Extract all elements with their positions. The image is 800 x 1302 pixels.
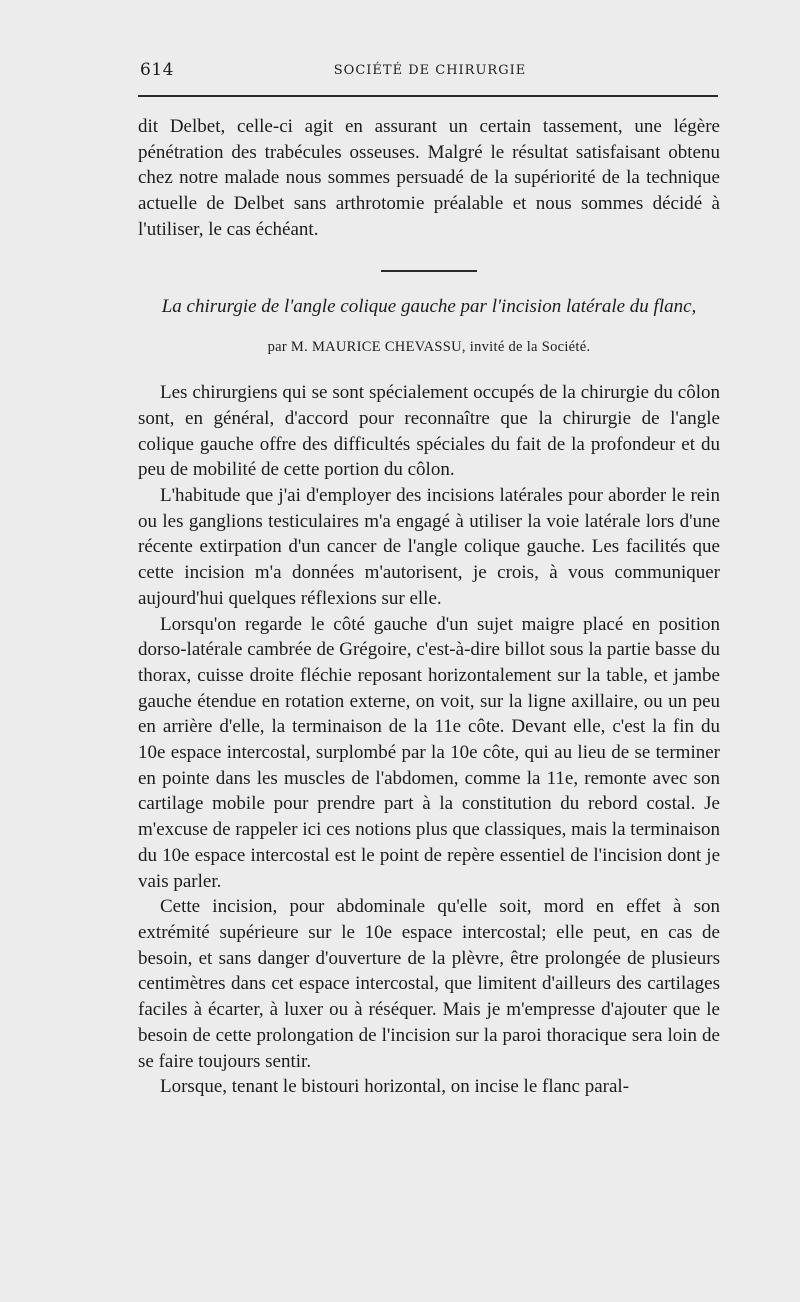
article-title: La chirurgie de l'angle colique gauche par l'incision latérale du flanc, <box>161 295 697 317</box>
paragraph: L'habitude que j'ai d'employer des incisions latérales pour aborder le rein ou les ganglions testiculaires m'a engagé à utiliser la voie latérale lors d'une récente extirpation d'un cancer de l'angle colique gauche. Les facilités que cette incision m'a données m'autorisent, je crois, à vous communiquer aujourd'hui quelques réflexions sur elle. <box>138 485 720 609</box>
body-text <box>138 114 720 1100</box>
header-rule <box>138 95 718 97</box>
running-head: SOCIÉTÉ DE CHIRURGIE <box>333 63 527 78</box>
paragraph: Lorsque, tenant le bistouri horizontal, on incise le flanc paral- <box>160 1076 630 1098</box>
paragraph: Lorsqu'on regarde le côté gauche d'un sujet maigre placé en position dorso-latérale cambrée de Grégoire, c'est-à-dire billot sous la partie basse du thorax, cuisse droite fléchie reposant horizontalement sur la table, et jambe gauche étendue en rotation externe, on voit, sur la ligne axillaire, ou un peu en arrière d'elle, la terminaison de la 11e côte. Devant elle, c'est la fin du 10e espace intercostal, surplombé par la 10e côte, qui au lieu de se terminer en pointe dans les muscles de l'abdomen, comme la 11e, remonte avec son cartilage mobile pour prendre part à la constitution du rebord costal. Je m'excuse de rappeler ici ces notions plus que classiques, mais la terminaison du 10e espace intercostal est le point de repère essentiel de l'incision dont je vais parler. <box>138 613 720 892</box>
paragraph-continued: dit Delbet, celle-ci agit en assurant un certain tassement, une légère pénétration des trabécules osseuses. Malgré le résultat satisfaisant obtenu chez notre malade nous sommes persuadé de la supériorité de la technique actuelle de Delbet sans arthrotomie préalable et nous sommes décidé à l'utiliser, le cas échéant. <box>138 116 720 240</box>
section-separator <box>381 270 477 272</box>
page-number: 614 <box>140 60 174 80</box>
paragraph: Les chirurgiens qui se sont spécialement occupés de la chirurgie du côlon sont, en général, d'accord pour reconnaître que la chirurgie de l'angle colique gauche offre des difficultés spéciales du fait de la profondeur et du peu de mobilité de cette portion du côlon. <box>138 382 720 481</box>
article-byline: par M. MAURICE CHEVASSU, invité de la Société. <box>267 338 591 355</box>
paragraph: Cette incision, pour abdominale qu'elle soit, mord en effet à son extrémité supérieure sur le 10e espace intercostal; elle peut, en cas de besoin, et sans danger d'ouverture de la plèvre, être prolongée de plusieurs centimètres dans cet espace intercostal, que limitent d'ailleurs des cartilages faciles à écarter, à luxer ou à réséquer. Mais je m'empresse d'ajouter que le besoin de cette prolongation de l'incision sur la paroi thoracique sera loin de se faire toujours sentir. <box>138 896 720 1072</box>
page-header <box>140 60 720 86</box>
